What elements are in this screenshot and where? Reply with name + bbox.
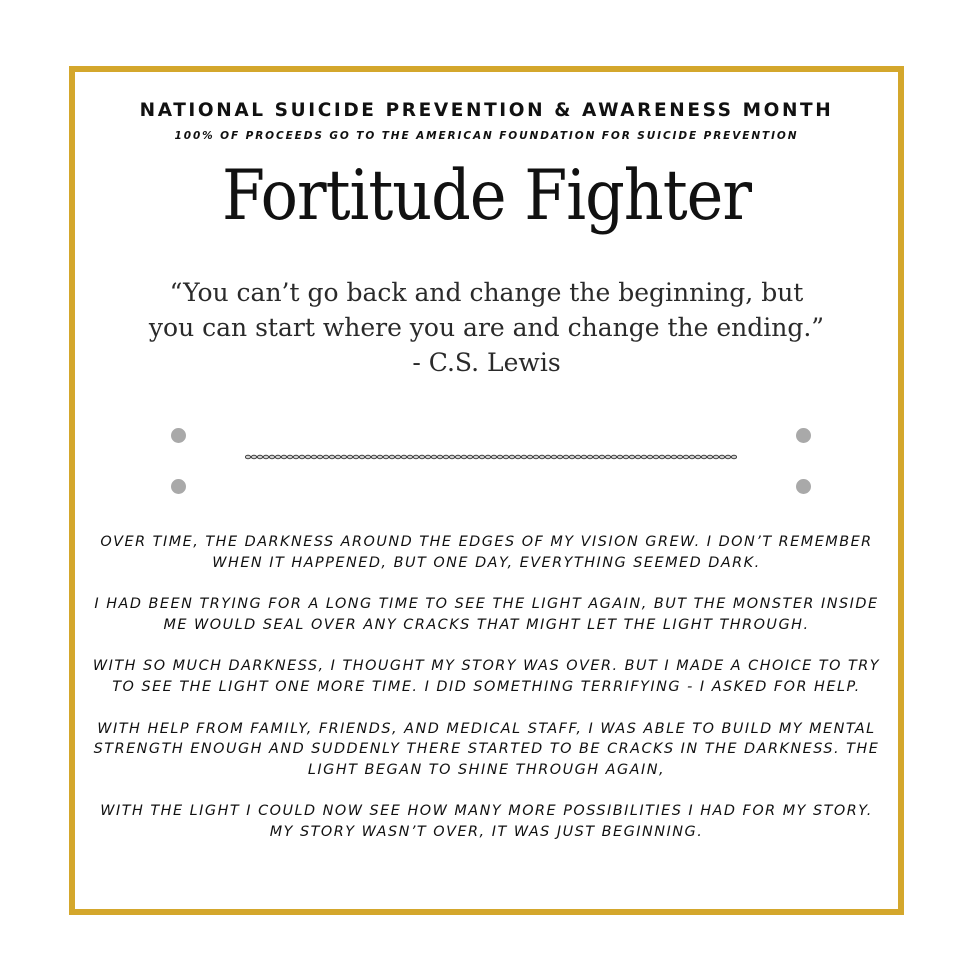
story-text: [91, 532, 882, 864]
chain-bracelet-icon: [245, 454, 737, 460]
quote-text: “You can’t go back and change the beginning, but you can start where you are and change the ending.” - C.S. Lewis: [148, 278, 825, 377]
story-paragraph: OVER TIME, THE DARKNESS AROUND THE EDGES OF MY VISION GREW. I DON’T REMEMBER WHEN IT HAPPENED, BUT ONE DAY, EVERYTHING SEEMED DARK.: [100, 534, 873, 571]
story-paragraph: WITH THE LIGHT I COULD NOW SEE HOW MANY MORE POSSIBILITIES I HAD FOR MY STORY. MY STORY WASN’T OVER, IT WAS JUST BEGINNING.: [100, 803, 873, 840]
gold-frame: [69, 66, 904, 915]
campaign-heading: NATIONAL SUICIDE PREVENTION & AWARENESS MONTH: [139, 100, 834, 121]
card-hole-bottom-left: [171, 479, 186, 494]
card-hole-top-left: [171, 428, 186, 443]
card-hole-top-right: [796, 428, 811, 443]
story-paragraph: WITH HELP FROM FAMILY, FRIENDS, AND MEDICAL STAFF, I WAS ABLE TO BUILD MY MENTAL STRENGTH ENOUGH AND SUDDENLY THERE STARTED TO BE CRACKS IN THE DARKNESS. THE LIGHT BEGAN TO SHINE THROUGH AGAIN,: [93, 720, 880, 778]
card-hole-bottom-right: [796, 479, 811, 494]
story-paragraph: WITH SO MUCH DARKNESS, I THOUGHT MY STORY WAS OVER. BUT I MADE A CHOICE TO TRY TO SEE THE LIGHT ONE MORE TIME. I DID SOMETHING TERRIFYING - I ASKED FOR HELP.: [92, 658, 881, 695]
story-paragraph: I HAD BEEN TRYING FOR A LONG TIME TO SEE THE LIGHT AGAIN, BUT THE MONSTER INSIDE ME WOULD SEAL OVER ANY CRACKS THAT MIGHT LET THE LIGHT THROUGH.: [94, 596, 879, 633]
proceeds-subheading: 100% OF PROCEEDS GO TO THE AMERICAN FOUNDATION FOR SUICIDE PREVENTION: [174, 130, 799, 142]
card-title: Fortitude Fighter: [222, 154, 751, 236]
